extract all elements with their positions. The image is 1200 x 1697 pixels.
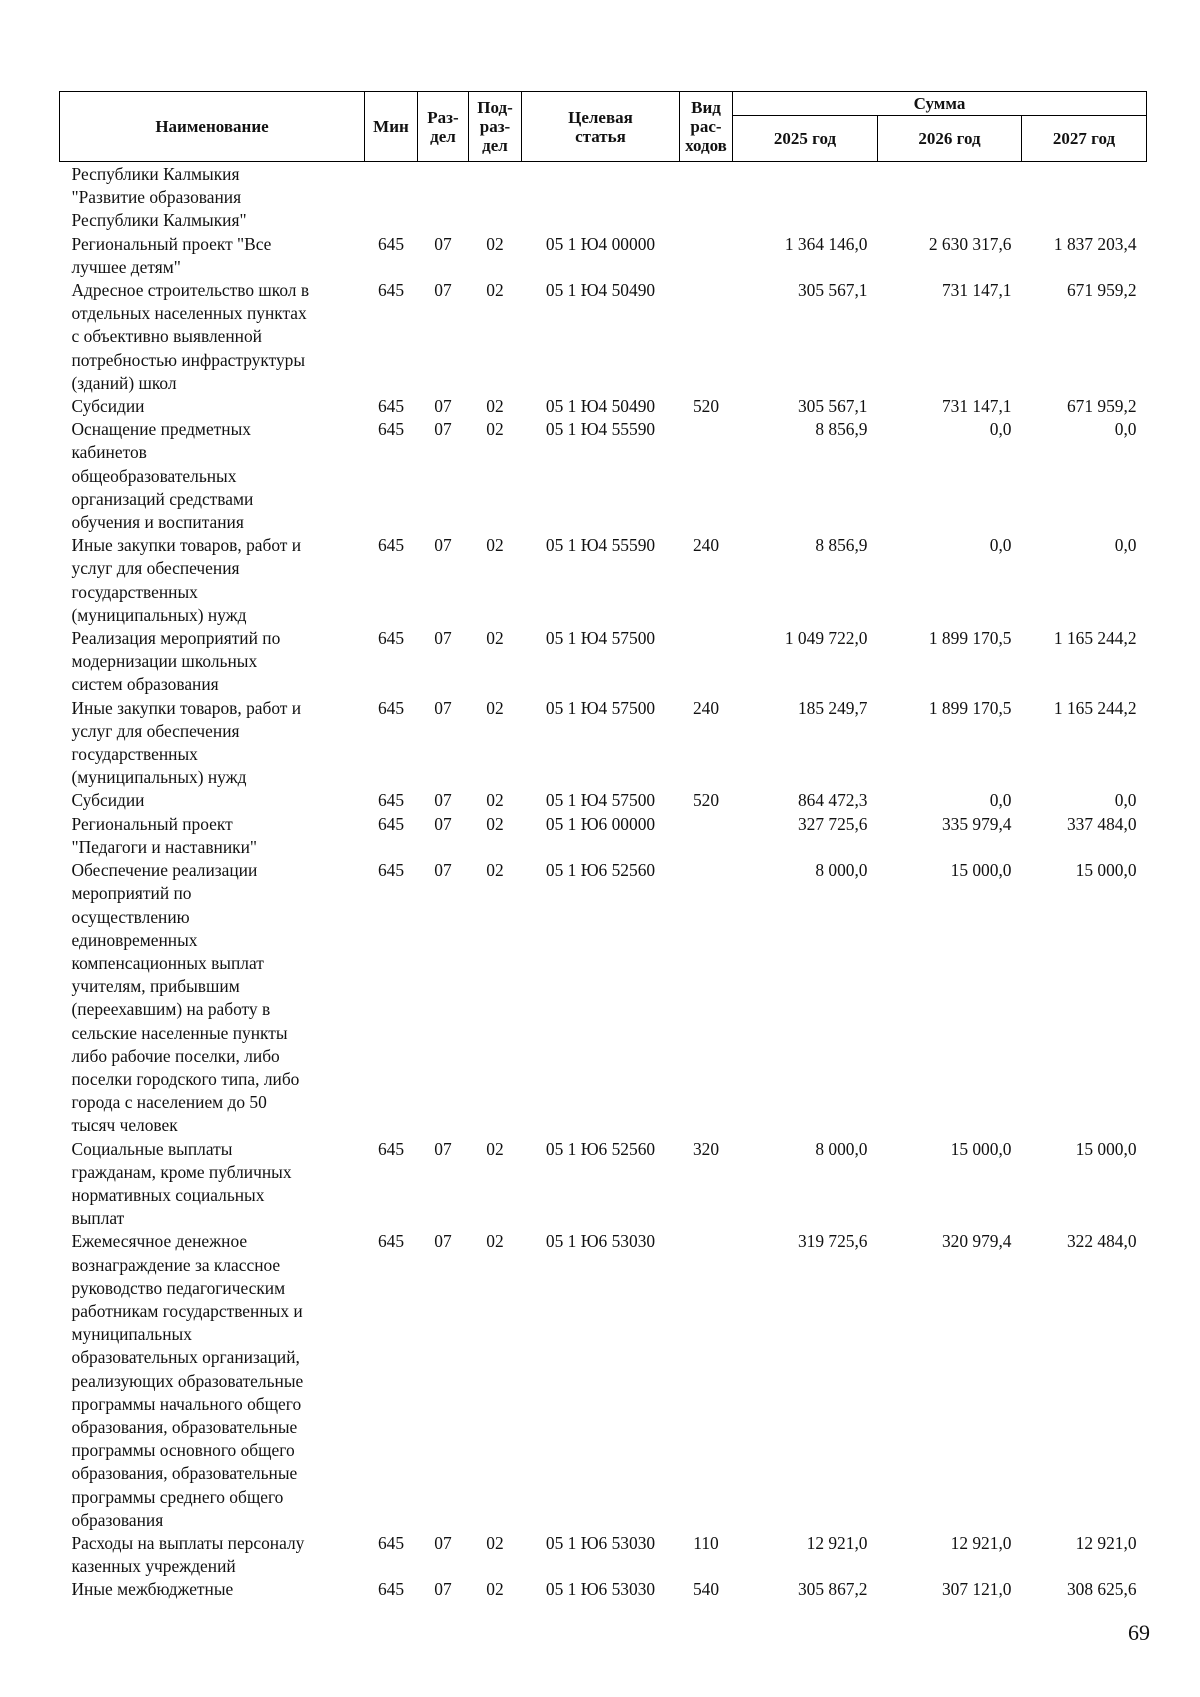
name-line: образования, образовательные (71, 1416, 298, 1437)
sum-2026-cell: 12 921,0 (950, 1532, 1012, 1553)
vid-cell (680, 1230, 733, 1532)
header-2025: 2025 год (733, 116, 878, 162)
name-cell (60, 697, 365, 790)
name-line: компенсационных выплат (71, 952, 264, 973)
name-line: обучения и воспитания (71, 512, 244, 533)
sum-2025-cell: 8 000,0 (815, 860, 868, 881)
min-cell: 645 (377, 628, 405, 649)
sum-2026-cell: 0,0 (989, 419, 1012, 440)
name-cell (60, 279, 365, 395)
podrazdel-cell: 02 (486, 233, 504, 254)
razdel-cell: 07 (434, 1231, 452, 1252)
sum-2027-cell: 308 625,6 (1066, 1579, 1137, 1600)
vid-cell (680, 627, 733, 697)
header-podrazdel: Под- раз- дел (469, 92, 522, 162)
name-line: программы основного общего (71, 1440, 295, 1461)
name-line: Субсидии (71, 396, 145, 417)
table-row (60, 233, 1147, 279)
sum-2027-cell: 1 165 244,2 (1053, 628, 1137, 649)
header-target: Целевая статья (522, 92, 680, 162)
target-cell: 05 1 Ю6 00000 (545, 813, 656, 834)
vid-cell (680, 233, 733, 279)
name-line: Ежемесячное денежное (71, 1231, 248, 1252)
vid-cell (680, 813, 733, 859)
name-line: Иные межбюджетные (71, 1579, 234, 1600)
header-2027: 2027 год (1022, 116, 1147, 162)
min-cell: 645 (377, 813, 405, 834)
sum-2025-cell: 327 725,6 (797, 813, 868, 834)
vid-cell: 320 (692, 1138, 720, 1159)
name-line: тысяч человек (71, 1115, 178, 1136)
vid-cell (680, 163, 733, 233)
sum-2027-cell: 15 000,0 (1075, 1138, 1137, 1159)
name-line: услуг для обеспечения (71, 720, 240, 741)
min-cell: 645 (377, 1579, 405, 1600)
name-line: общеобразовательных (71, 465, 237, 486)
podrazdel-cell: 02 (486, 280, 504, 301)
podrazdel-cell: 02 (486, 1231, 504, 1252)
name-cell (60, 1138, 365, 1231)
header-razdel: Раз- дел (418, 92, 469, 162)
name-line: нормативных социальных (71, 1184, 265, 1205)
header-min: Мин (365, 92, 418, 162)
name-line: организаций средствами (71, 488, 254, 509)
min-cell: 645 (377, 233, 405, 254)
razdel-cell: 07 (434, 280, 452, 301)
name-line: лучшее детям" (71, 256, 181, 277)
table-row (60, 1138, 1147, 1231)
table-row (60, 418, 1147, 534)
sum-2027-cell: 1 837 203,4 (1053, 233, 1137, 254)
name-cell (60, 395, 365, 418)
vid-cell: 520 (692, 396, 720, 417)
min-cell: 645 (377, 697, 405, 718)
name-line: выплат (71, 1208, 125, 1229)
table-row (60, 813, 1147, 859)
min-cell: 645 (377, 280, 405, 301)
name-cell (60, 1532, 365, 1578)
name-line: государственных (71, 581, 198, 602)
sum-2026-cell: 0,0 (989, 790, 1012, 811)
name-line: Расходы на выплаты персоналу (71, 1532, 305, 1553)
razdel-cell: 07 (434, 860, 452, 881)
target-cell: 05 1 Ю4 50490 (545, 280, 656, 301)
name-cell (60, 163, 365, 233)
min-cell: 645 (377, 1138, 405, 1159)
name-line: Иные закупки товаров, работ и (71, 535, 302, 556)
sum-2025-cell: 305 867,2 (797, 1579, 868, 1600)
name-line: "Развитие образования (71, 187, 242, 208)
sum-2027-cell: 0,0 (1114, 535, 1137, 556)
podrazdel-cell: 02 (486, 697, 504, 718)
sum-2026-cell: 320 979,4 (941, 1231, 1012, 1252)
table-row (60, 163, 1147, 233)
sum-2027-cell: 0,0 (1114, 790, 1137, 811)
page-number: 69 (1128, 1620, 1150, 1645)
vid-cell (680, 859, 733, 1137)
min-cell: 645 (377, 790, 405, 811)
sum-2027-cell (1022, 163, 1147, 233)
table-row (60, 627, 1147, 697)
name-line: казенных учреждений (71, 1556, 236, 1577)
header-2026: 2026 год (878, 116, 1022, 162)
name-line: реализующих образовательные (71, 1370, 304, 1391)
target-cell: 05 1 Ю4 57500 (545, 628, 656, 649)
min-cell: 645 (377, 396, 405, 417)
name-cell (60, 789, 365, 812)
header-name: Наименование (60, 92, 365, 162)
name-line: единовременных (71, 929, 198, 950)
podrazdel-cell: 02 (486, 1138, 504, 1159)
name-cell (60, 627, 365, 697)
sum-2026-cell: 731 147,1 (941, 396, 1012, 417)
table-header (60, 92, 1147, 162)
target-cell: 05 1 Ю4 55590 (545, 535, 656, 556)
sum-2026-cell: 307 121,0 (941, 1579, 1012, 1600)
sum-2026-cell: 335 979,4 (941, 813, 1012, 834)
name-line: учителям, прибывшим (71, 976, 240, 997)
name-line: (муниципальных) нужд (71, 604, 247, 625)
podrazdel-cell: 02 (486, 628, 504, 649)
sum-2026-cell: 15 000,0 (950, 860, 1012, 881)
target-cell: 05 1 Ю4 57500 (545, 790, 656, 811)
table-row (60, 534, 1147, 627)
table-row (60, 859, 1147, 1137)
table-row (60, 395, 1147, 418)
podrazdel-cell: 02 (486, 813, 504, 834)
name-line: (муниципальных) нужд (71, 767, 247, 788)
name-line: (зданий) школ (71, 372, 177, 393)
name-line: образовательных организаций, (71, 1347, 300, 1368)
name-cell (60, 859, 365, 1137)
razdel-cell: 07 (434, 535, 452, 556)
name-line: Республики Калмыкия" (71, 210, 247, 231)
name-line: вознаграждение за классное (71, 1254, 281, 1275)
sum-2025-cell: 185 249,7 (797, 697, 868, 718)
vid-cell: 240 (692, 697, 720, 718)
sum-2025-cell: 1 364 146,0 (784, 233, 868, 254)
name-line: либо рабочие поселки, либо (71, 1045, 280, 1066)
name-line: Социальные выплаты (71, 1138, 233, 1159)
name-cell (60, 233, 365, 279)
sum-2026-cell: 0,0 (989, 535, 1012, 556)
name-line: города с населением до 50 (71, 1092, 267, 1113)
razdel-cell: 07 (434, 233, 452, 254)
name-line: мероприятий по (71, 883, 192, 904)
sum-2027-cell: 322 484,0 (1066, 1231, 1137, 1252)
table-row (60, 789, 1147, 812)
target-cell: 05 1 Ю6 53030 (545, 1579, 656, 1600)
name-line: кабинетов (71, 442, 147, 463)
name-line: Республики Калмыкия (71, 164, 240, 184)
sum-2027-cell: 671 959,2 (1066, 396, 1137, 417)
razdel-cell: 07 (434, 1138, 452, 1159)
razdel-cell: 07 (434, 628, 452, 649)
budget-table (59, 91, 1147, 1602)
podrazdel-cell: 02 (486, 396, 504, 417)
name-line: Иные закупки товаров, работ и (71, 697, 302, 718)
sum-2025-cell: 305 567,1 (797, 396, 868, 417)
min-cell: 645 (377, 1532, 405, 1553)
razdel-cell: 07 (434, 697, 452, 718)
vid-cell: 520 (692, 790, 720, 811)
table-row (60, 1532, 1147, 1578)
podrazdel-cell: 02 (486, 419, 504, 440)
sum-2027-cell: 1 165 244,2 (1053, 697, 1137, 718)
table-body (60, 162, 1147, 1602)
sum-2025-cell: 8 856,9 (815, 419, 868, 440)
podrazdel-cell: 02 (486, 1579, 504, 1600)
name-cell (60, 534, 365, 627)
sum-2026-cell: 1 899 170,5 (928, 628, 1012, 649)
name-line: образования (71, 1509, 164, 1530)
podrazdel-cell: 02 (486, 860, 504, 881)
name-line: осуществлению (71, 906, 190, 927)
razdel-cell: 07 (434, 1579, 452, 1600)
name-line: муниципальных (71, 1324, 192, 1345)
sum-2026-cell: 731 147,1 (941, 280, 1012, 301)
sum-2026-cell: 1 899 170,5 (928, 697, 1012, 718)
sum-2027-cell: 15 000,0 (1075, 860, 1137, 881)
vid-cell: 110 (693, 1532, 719, 1553)
target-cell: 05 1 Ю4 00000 (545, 233, 656, 254)
sum-2025-cell: 305 567,1 (797, 280, 868, 301)
podrazdel-cell: 02 (486, 1532, 504, 1553)
name-line: Реализация мероприятий по (71, 628, 281, 649)
name-line: систем образования (71, 674, 219, 695)
name-line: потребностью инфраструктуры (71, 349, 306, 370)
podrazdel-cell: 02 (486, 535, 504, 556)
name-cell (60, 1578, 365, 1601)
target-cell: 05 1 Ю4 57500 (545, 697, 656, 718)
razdel-cell: 07 (434, 1532, 452, 1553)
name-cell (60, 813, 365, 859)
podrazdel-cell: 02 (486, 790, 504, 811)
table-row (60, 279, 1147, 395)
name-line: отдельных населенных пунктах (71, 303, 307, 324)
name-cell (60, 1230, 365, 1532)
name-cell (60, 418, 365, 534)
name-line: Оснащение предметных (71, 419, 251, 440)
name-line: гражданам, кроме публичных (71, 1161, 292, 1182)
sum-2025-cell: 1 049 722,0 (784, 628, 868, 649)
vid-cell: 540 (692, 1579, 720, 1600)
sum-2027-cell: 671 959,2 (1066, 280, 1137, 301)
sum-2027-cell: 12 921,0 (1075, 1532, 1137, 1553)
name-line: с объективно выявленной (71, 326, 262, 347)
name-line: работникам государственных и (71, 1300, 303, 1321)
razdel-cell: 07 (434, 790, 452, 811)
name-line: руководство педагогическим (71, 1277, 286, 1298)
sum-2025-cell: 864 472,3 (797, 790, 868, 811)
vid-cell (680, 279, 733, 395)
sum-2025-cell: 8 856,9 (815, 535, 868, 556)
table-row (60, 1230, 1147, 1532)
name-line: Региональный проект (71, 813, 233, 834)
target-cell: 05 1 Ю6 53030 (545, 1231, 656, 1252)
sum-2025-cell: 8 000,0 (815, 1138, 868, 1159)
table-row (60, 697, 1147, 790)
sum-2026-cell: 15 000,0 (950, 1138, 1012, 1159)
vid-cell (680, 418, 733, 534)
min-cell: 645 (377, 419, 405, 440)
vid-cell: 240 (692, 535, 720, 556)
name-line: услуг для обеспечения (71, 558, 240, 579)
name-line: государственных (71, 744, 198, 765)
name-line: Адресное строительство школ в (71, 280, 310, 301)
name-line: поселки городского типа, либо (71, 1068, 300, 1089)
razdel-cell: 07 (434, 419, 452, 440)
sum-2025-cell: 319 725,6 (797, 1231, 868, 1252)
target-cell: 05 1 Ю4 55590 (545, 419, 656, 440)
razdel-cell: 07 (434, 396, 452, 417)
min-cell: 645 (377, 1231, 405, 1252)
sum-2025-cell (733, 163, 878, 233)
target-cell: 05 1 Ю6 53030 (545, 1532, 656, 1553)
razdel-cell (418, 163, 469, 233)
sum-2027-cell: 337 484,0 (1066, 813, 1137, 834)
name-line: Субсидии (71, 790, 145, 811)
podrazdel-cell (469, 163, 522, 233)
name-line: образования, образовательные (71, 1463, 298, 1484)
min-cell: 645 (377, 860, 405, 881)
name-line: программы среднего общего (71, 1486, 284, 1507)
target-cell: 05 1 Ю4 50490 (545, 396, 656, 417)
sum-2025-cell: 12 921,0 (806, 1532, 868, 1553)
header-vid: Вид рас- ходов (680, 92, 733, 162)
target-cell: 05 1 Ю6 52560 (545, 860, 656, 881)
name-line: "Педагоги и наставники" (71, 836, 258, 857)
razdel-cell: 07 (434, 813, 452, 834)
table-row (60, 1578, 1147, 1601)
name-line: (переехавшим) на работу в (71, 999, 271, 1020)
sum-2026-cell: 2 630 317,6 (928, 233, 1012, 254)
min-cell (365, 163, 418, 233)
target-cell (522, 163, 680, 233)
min-cell: 645 (377, 535, 405, 556)
name-line: сельские населенные пункты (71, 1022, 288, 1043)
name-line: модернизации школьных (71, 651, 258, 672)
header-sum: Сумма (733, 92, 1147, 116)
sum-2027-cell: 0,0 (1114, 419, 1137, 440)
name-line: Обеспечение реализации (71, 860, 258, 881)
name-line: программы начального общего (71, 1393, 302, 1414)
target-cell: 05 1 Ю6 52560 (545, 1138, 656, 1159)
name-line: Региональный проект "Все (71, 233, 272, 254)
sum-2026-cell (878, 163, 1022, 233)
